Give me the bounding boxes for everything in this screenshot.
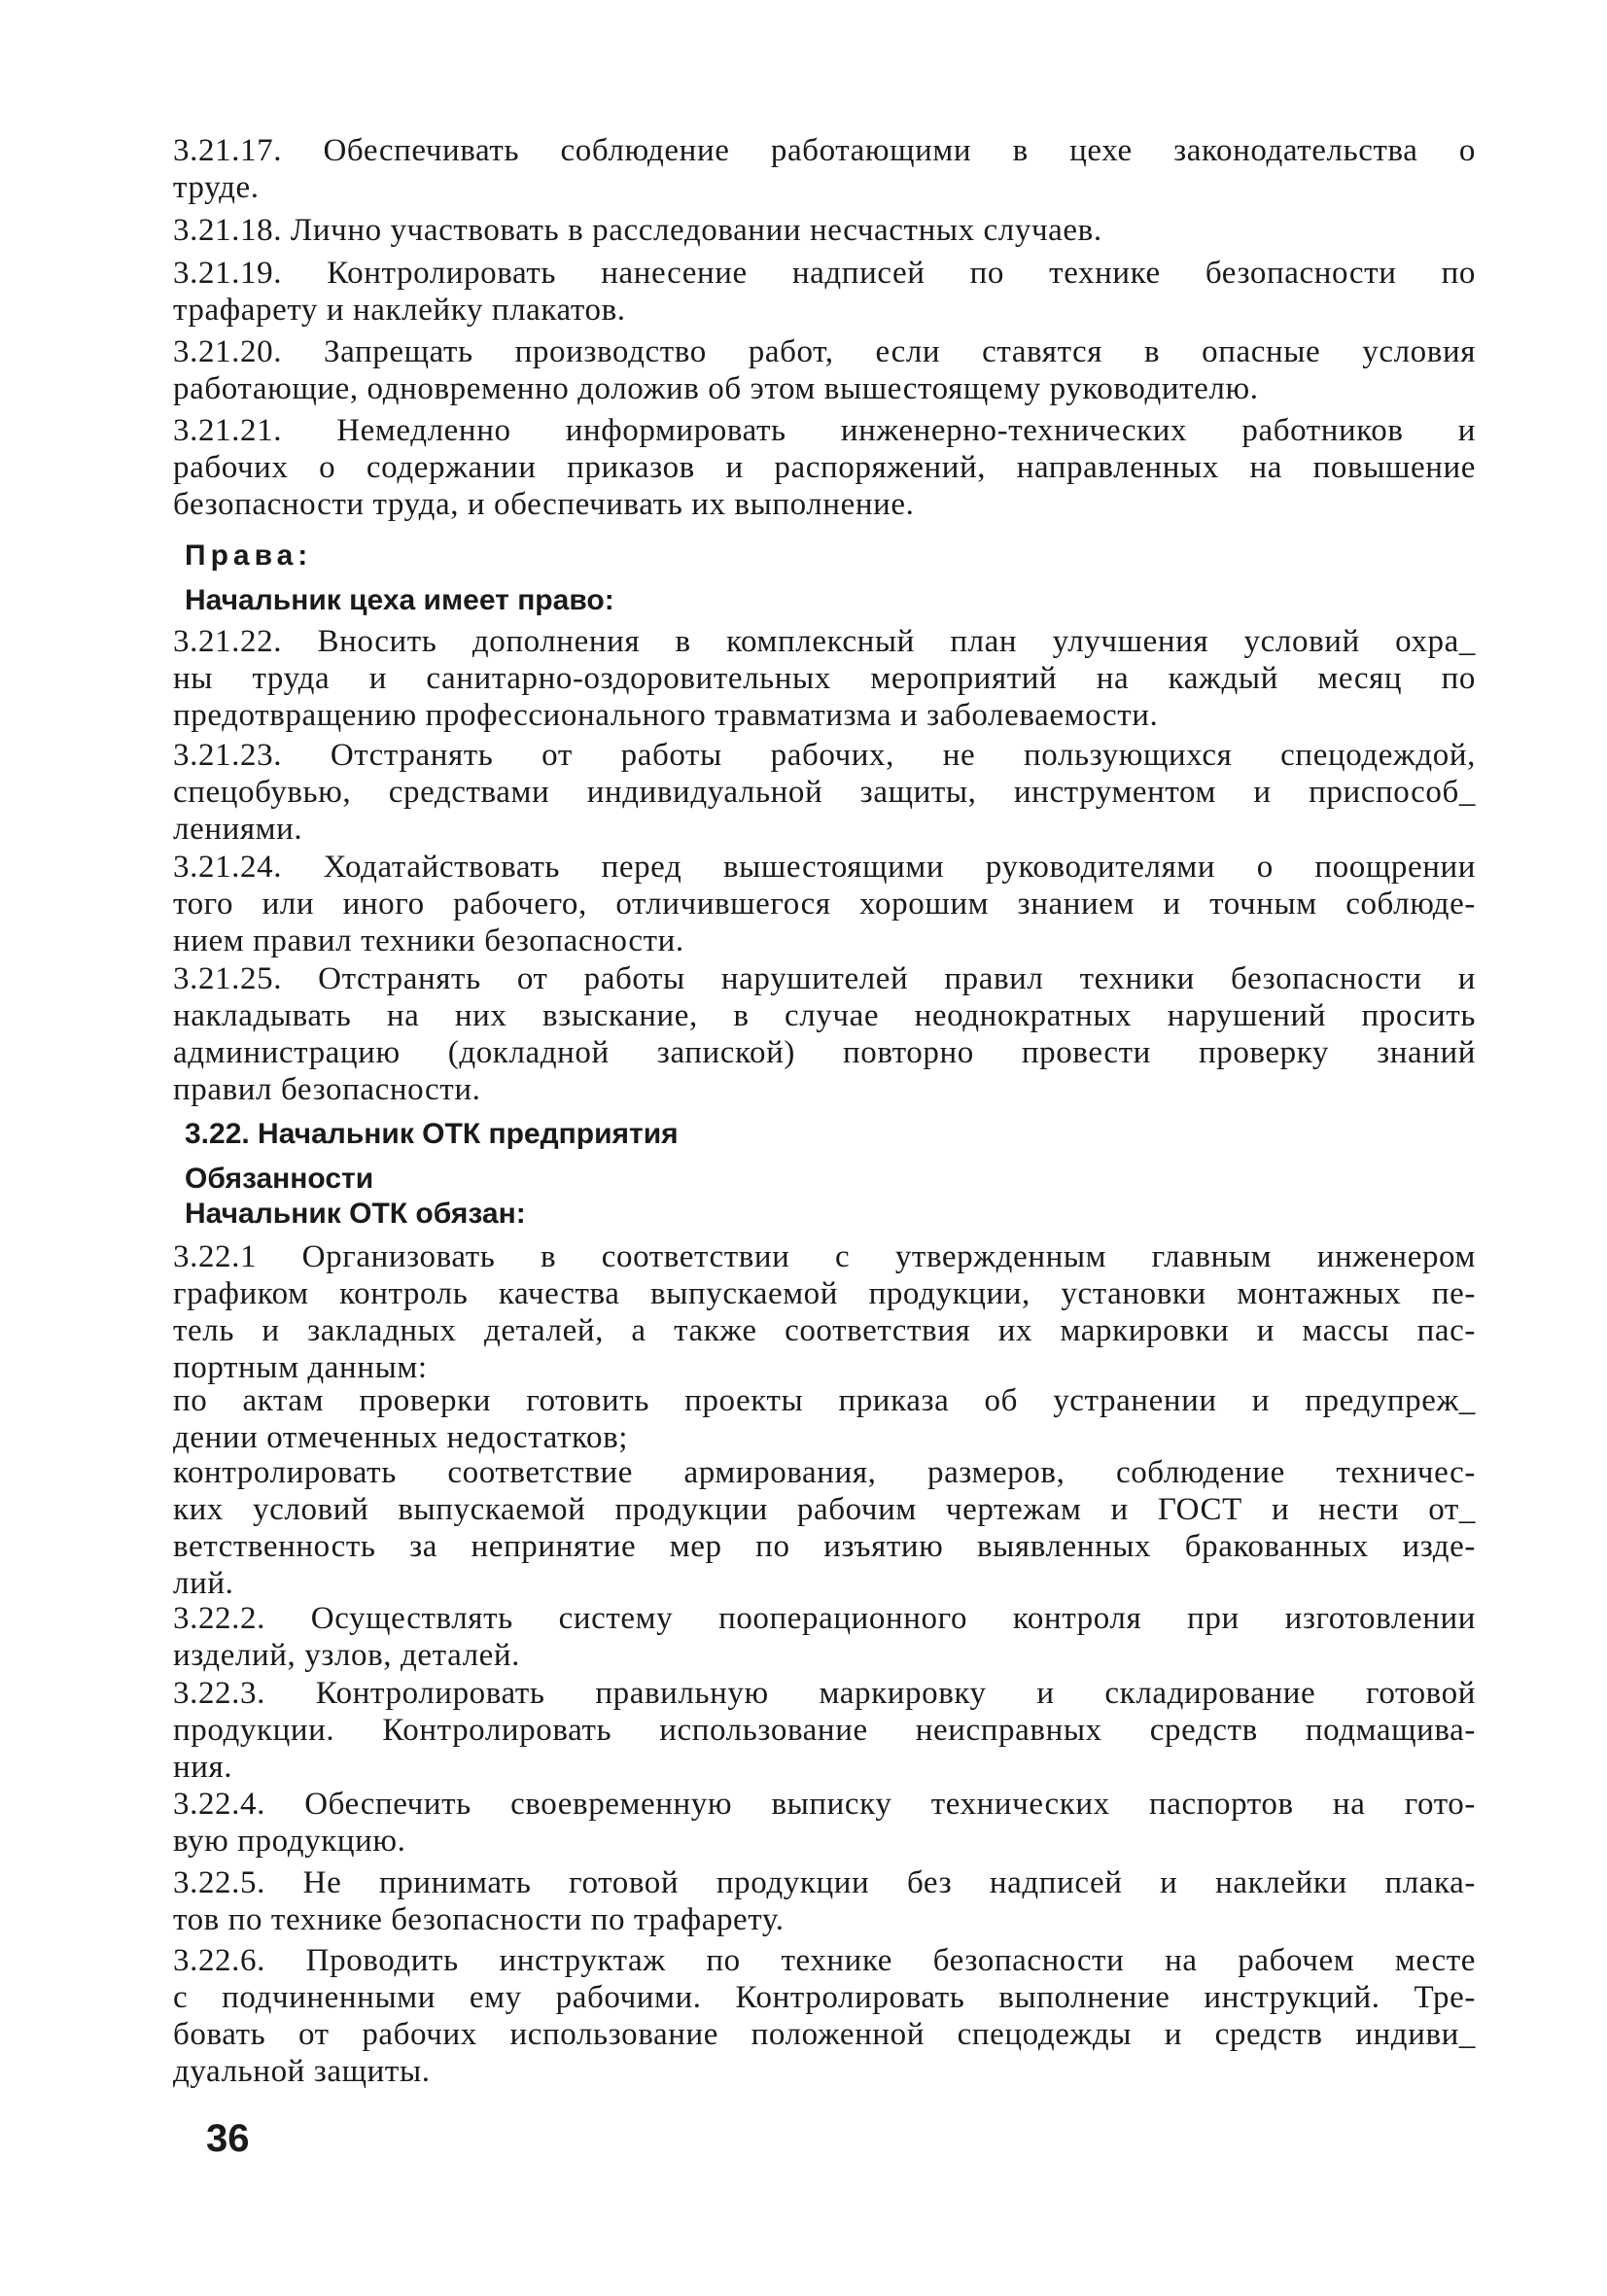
paragraph-line: ветственность за непринятие мер по изъятию выявленных бракованных изде- <box>173 1529 1476 1564</box>
paragraph-line: работающие, одновременно доложив об этом вышестоящему руководителю. <box>173 371 1259 406</box>
paragraph-3-21-21 <box>173 412 1476 523</box>
paragraph-3-22-1-sub-1 <box>173 1382 1476 1456</box>
paragraph-3-22-6 <box>173 1942 1476 2090</box>
rights-heading: Права: <box>185 539 313 572</box>
paragraph-line: 3.21.17. Обеспечивать соблюдение работающими в цехе законодательства о <box>173 133 1476 168</box>
paragraph-line: накладывать на них взыскание, в случае неоднократных нарушений просить <box>173 998 1476 1033</box>
paragraph-line: с подчиненными ему рабочими. Контролировать выполнение инструкций. Тре- <box>173 1980 1476 2015</box>
paragraph-line: 3.21.23. Отстранять от работы рабочих, не пользующихся спецодеждой, <box>173 738 1476 773</box>
paragraph-line: правил безопасности. <box>173 1072 481 1107</box>
paragraph-line: нием правил техники безопасности. <box>173 923 684 958</box>
chief-rights-heading: Начальник цеха имеет право: <box>185 584 614 616</box>
paragraph-line: лениями. <box>173 812 303 847</box>
paragraph-line: 3.22.1 Организовать в соответствии с утвержденным главным инженером <box>173 1239 1476 1274</box>
paragraph-line: 3.21.19. Контролировать нанесение надписей по технике безопасности по <box>173 256 1476 291</box>
paragraph-line: портным данным: <box>173 1350 428 1385</box>
paragraph-line: 3.22.6. Проводить инструктаж по технике безопасности на рабочем месте <box>173 1943 1476 1978</box>
paragraph-line: 3.21.22. Вносить дополнения в комплексный план улучшения условий охра_ <box>173 624 1476 659</box>
page-number: 36 <box>206 2117 250 2160</box>
paragraph-line: 3.21.20. Запрещать производство работ, если ставятся в опасные условия <box>173 334 1476 369</box>
paragraph-line: изделий, узлов, деталей. <box>173 1638 521 1673</box>
paragraph-line: 3.21.18. Лично участвовать в расследовании несчастных случаев. <box>173 213 1102 248</box>
paragraph-line: ны труда и санитарно-оздоровительных мероприятий на каждый месяц по <box>173 661 1476 696</box>
paragraph-line: 3.22.4. Обеспечить своевременную выписку технических паспортов на гото- <box>173 1787 1476 1822</box>
paragraph-line: контролировать соответствие армирования, размеров, соблюдение техничес- <box>173 1455 1476 1490</box>
paragraph-line: графиком контроль качества выпускаемой продукции, установки монтажных пе- <box>173 1276 1476 1311</box>
paragraph-3-21-18 <box>173 212 1476 249</box>
paragraph-3-21-25 <box>173 960 1476 1108</box>
paragraph-line: тель и закладных деталей, а также соответствия их маркировки и массы пас- <box>173 1313 1476 1348</box>
otk-duties-heading: Начальник ОТК обязан: <box>185 1198 526 1230</box>
paragraph-3-21-17 <box>173 132 1476 206</box>
paragraph-line: трафарету и наклейку плакатов. <box>173 293 626 328</box>
paragraph-3-21-20 <box>173 333 1476 407</box>
paragraph-3-21-19 <box>173 255 1476 329</box>
paragraph-line: дении отмеченных недостатков; <box>173 1420 629 1455</box>
paragraph-3-22-5 <box>173 1864 1476 1938</box>
paragraph-line: спецобувью, средствами индивидуальной защиты, инструментом и приспособ_ <box>173 775 1476 810</box>
paragraph-line: безопасности труда, и обеспечивать их выполнение. <box>173 487 915 522</box>
paragraph-line: продукции. Контролировать использование неисправных средств подмащива- <box>173 1713 1476 1748</box>
paragraph-line: 3.21.24. Ходатайствовать перед вышестоящими руководителями о поощрении <box>173 850 1476 885</box>
paragraph-line: 3.21.21. Немедленно информировать инженерно-технических работников и <box>173 413 1476 448</box>
paragraph-line: по актам проверки готовить проекты приказа об устранении и предупреж_ <box>173 1383 1476 1418</box>
paragraph-3-22-3 <box>173 1675 1476 1786</box>
paragraph-line: ния. <box>173 1750 233 1785</box>
paragraph-3-22-2 <box>173 1600 1476 1674</box>
paragraph-line: администрацию (докладной запиской) повторно провести проверку знаний <box>173 1035 1476 1070</box>
paragraph-line: 3.22.5. Не принимать готовой продукции без надписей и наклейки плака- <box>173 1865 1476 1900</box>
paragraph-line: рабочих о содержании приказов и распоряжений, направленных на повышение <box>173 450 1476 485</box>
duties-heading: Обязанности <box>185 1163 374 1195</box>
section-3-22-heading: 3.22. Начальник ОТК предприятия <box>185 1118 679 1150</box>
paragraph-line: бовать от рабочих использование положенной спецодежды и средств индиви_ <box>173 2017 1476 2052</box>
paragraph-line: дуальной защиты. <box>173 2054 431 2089</box>
paragraph-3-22-4 <box>173 1786 1476 1860</box>
paragraph-3-22-1-sub-2 <box>173 1454 1476 1602</box>
paragraph-line: предотвращению профессионального травматизма и заболеваемости. <box>173 698 1159 733</box>
paragraph-3-21-22 <box>173 623 1476 734</box>
paragraph-line: труде. <box>173 170 260 205</box>
paragraph-3-21-24 <box>173 849 1476 959</box>
paragraph-line: того или иного рабочего, отличившегося хорошим знанием и точным соблюде- <box>173 887 1476 922</box>
paragraph-3-21-23 <box>173 737 1476 848</box>
paragraph-line: вую продукцию. <box>173 1824 406 1859</box>
paragraph-line: 3.22.3. Контролировать правильную маркировку и складирование готовой <box>173 1676 1476 1711</box>
paragraph-3-22-1 <box>173 1238 1476 1386</box>
paragraph-line: лий. <box>173 1566 234 1601</box>
paragraph-line: 3.22.2. Осуществлять систему пооперационного контроля при изготовлении <box>173 1601 1476 1636</box>
paragraph-line: 3.21.25. Отстранять от работы нарушителей правил техники безопасности и <box>173 961 1476 996</box>
paragraph-line: тов по технике безопасности по трафарету. <box>173 1902 785 1937</box>
paragraph-line: ких условий выпускаемой продукции рабочим чертежам и ГОСТ и нести от_ <box>173 1492 1476 1527</box>
